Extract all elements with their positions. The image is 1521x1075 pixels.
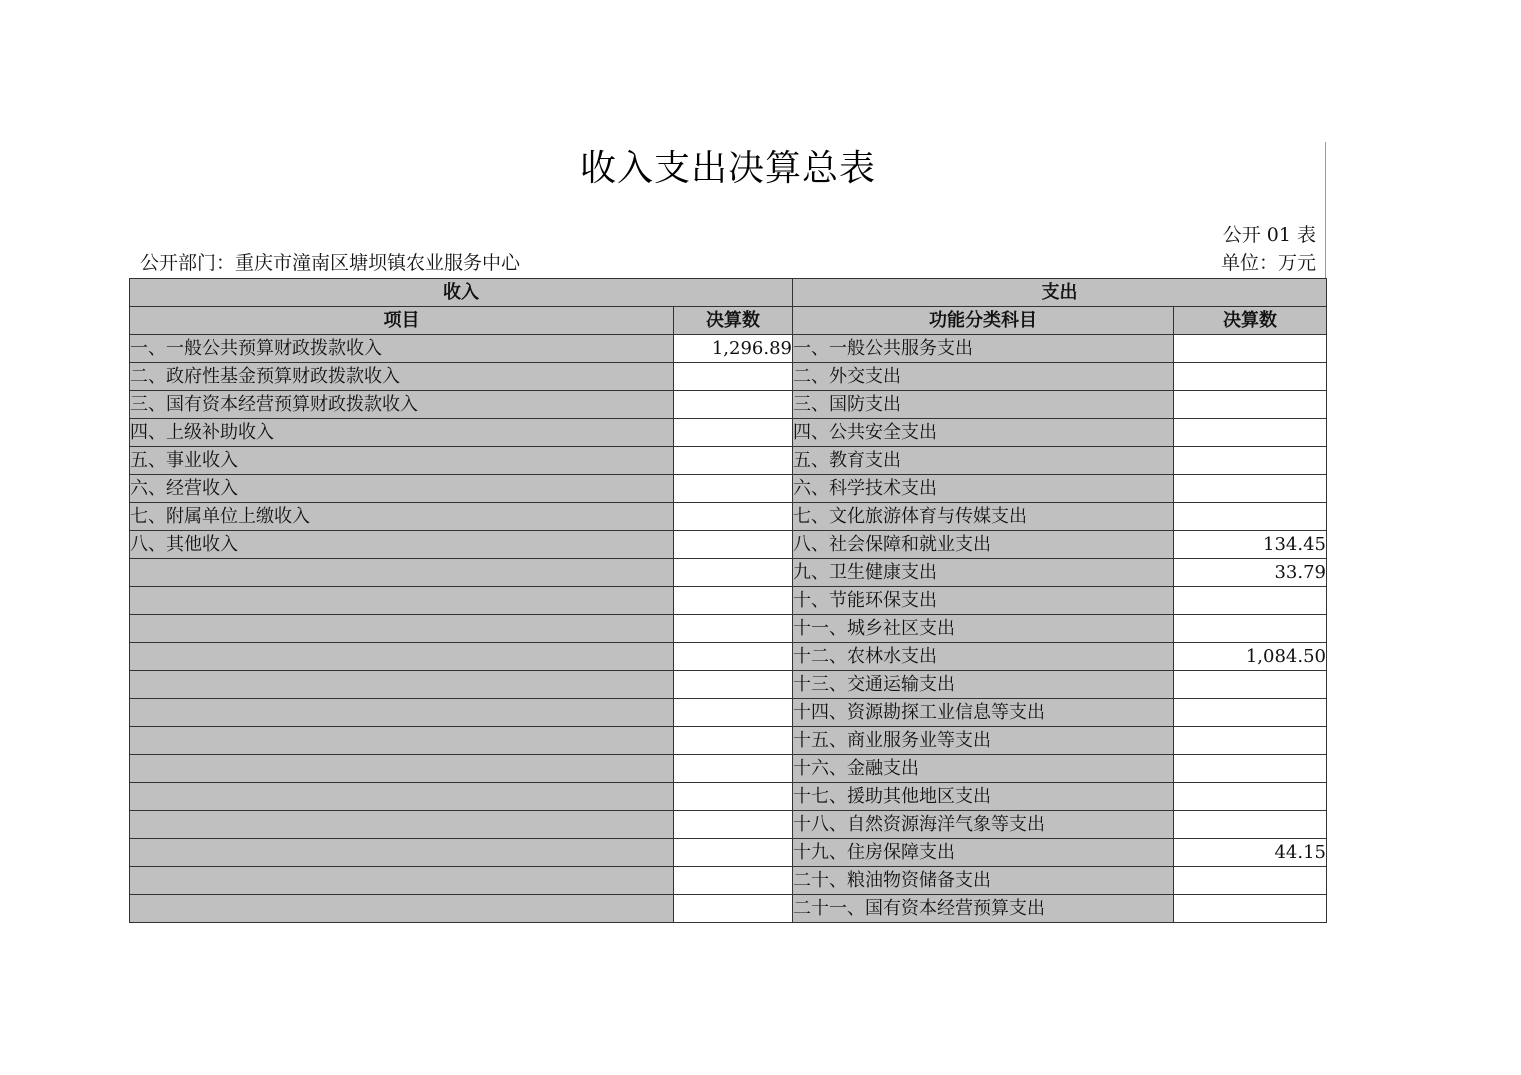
income-item-cell	[130, 895, 674, 923]
table-row	[130, 699, 1327, 727]
income-item-cell	[130, 839, 674, 867]
expense-amount-cell: 44.15	[1174, 839, 1327, 867]
income-amount-cell	[674, 671, 793, 699]
page-title: 收入支出决算总表	[579, 148, 876, 189]
table-body	[130, 335, 1327, 923]
expense-amount-cell: 134.45	[1174, 531, 1327, 559]
table-row	[130, 559, 1327, 587]
table-row	[130, 531, 1327, 559]
expense-amount-cell	[1174, 419, 1327, 447]
table-row	[130, 783, 1327, 811]
income-amount-cell	[674, 643, 793, 671]
income-item-cell: 八、其他收入	[130, 531, 674, 559]
expense-item-cell: 十、节能环保支出	[793, 587, 1174, 615]
expense-amount-cell	[1174, 755, 1327, 783]
income-amount-cell: 1,296.89	[674, 335, 793, 363]
income-item-cell: 二、政府性基金预算财政拨款收入	[130, 363, 674, 391]
income-item-cell	[130, 587, 674, 615]
income-item-cell: 五、事业收入	[130, 447, 674, 475]
income-amount-cell	[674, 363, 793, 391]
table-row	[130, 755, 1327, 783]
expense-item-cell: 十三、交通运输支出	[793, 671, 1174, 699]
table-row	[130, 643, 1327, 671]
expense-item-cell: 七、文化旅游体育与传媒支出	[793, 503, 1174, 531]
expense-item-cell: 十八、自然资源海洋气象等支出	[793, 811, 1174, 839]
income-amount-cell	[674, 419, 793, 447]
income-item-cell: 六、经营收入	[130, 475, 674, 503]
table-code: 公开 01 表	[1222, 224, 1316, 246]
income-amount-cell	[674, 811, 793, 839]
expense-amount-cell	[1174, 587, 1327, 615]
expense-item-cell: 四、公共安全支出	[793, 419, 1174, 447]
income-item-cell	[130, 755, 674, 783]
income-item-cell	[130, 867, 674, 895]
income-amount-cell	[674, 755, 793, 783]
expense-item-cell: 二、外交支出	[793, 363, 1174, 391]
expense-amount-cell	[1174, 783, 1327, 811]
expense-amount-cell	[1174, 503, 1327, 531]
income-amount-header: 决算数	[674, 307, 793, 335]
income-amount-cell	[674, 475, 793, 503]
expense-amount-cell	[1174, 615, 1327, 643]
income-amount-cell	[674, 839, 793, 867]
expense-amount-cell: 33.79	[1174, 559, 1327, 587]
table-row	[130, 447, 1327, 475]
table-row	[130, 391, 1327, 419]
expense-item-cell: 五、教育支出	[793, 447, 1174, 475]
expense-amount-cell	[1174, 895, 1327, 923]
income-amount-cell	[674, 559, 793, 587]
unit-label: 单位：万元	[1220, 252, 1316, 274]
expense-item-cell: 十一、城乡社区支出	[793, 615, 1174, 643]
income-amount-cell	[674, 783, 793, 811]
expense-item-cell: 九、卫生健康支出	[793, 559, 1174, 587]
expense-amount-cell	[1174, 447, 1327, 475]
expense-item-cell: 二十一、国有资本经营预算支出	[793, 895, 1174, 923]
table-row	[130, 839, 1327, 867]
income-item-cell	[130, 643, 674, 671]
expense-amount-cell	[1174, 811, 1327, 839]
expense-amount-cell	[1174, 363, 1327, 391]
expense-item-cell: 十九、住房保障支出	[793, 839, 1174, 867]
table-row	[130, 727, 1327, 755]
table-row	[130, 335, 1327, 363]
income-amount-cell	[674, 503, 793, 531]
income-item-cell: 七、附属单位上缴收入	[130, 503, 674, 531]
section-header-row	[130, 279, 1327, 307]
expense-item-cell: 八、社会保障和就业支出	[793, 531, 1174, 559]
table-row	[130, 867, 1327, 895]
income-amount-cell	[674, 587, 793, 615]
expense-section-header: 支出	[793, 279, 1327, 307]
expense-amount-cell	[1174, 699, 1327, 727]
income-amount-cell	[674, 895, 793, 923]
income-amount-cell	[674, 727, 793, 755]
income-amount-cell	[674, 531, 793, 559]
expense-amount-header: 决算数	[1174, 307, 1327, 335]
expense-item-cell: 十六、金融支出	[793, 755, 1174, 783]
expense-item-cell: 二十、粮油物资储备支出	[793, 867, 1174, 895]
expense-item-cell: 十二、农林水支出	[793, 643, 1174, 671]
expense-item-cell: 一、一般公共服务支出	[793, 335, 1174, 363]
expense-amount-cell	[1174, 671, 1327, 699]
expense-amount-cell	[1174, 475, 1327, 503]
income-section-header: 收入	[130, 279, 793, 307]
expense-amount-cell: 1,084.50	[1174, 643, 1327, 671]
table-row	[130, 895, 1327, 923]
department-label: 公开部门：重庆市潼南区塘坝镇农业服务中心	[140, 252, 521, 274]
expense-amount-cell	[1174, 335, 1327, 363]
expense-item-cell: 十四、资源勘探工业信息等支出	[793, 699, 1174, 727]
income-item-cell	[130, 783, 674, 811]
table-row	[130, 363, 1327, 391]
table-row	[130, 475, 1327, 503]
income-item-cell: 一、一般公共预算财政拨款收入	[130, 335, 674, 363]
income-amount-cell	[674, 447, 793, 475]
income-item-cell	[130, 811, 674, 839]
expense-amount-cell	[1174, 391, 1327, 419]
table-row	[130, 503, 1327, 531]
income-item-cell	[130, 671, 674, 699]
income-item-cell: 三、国有资本经营预算财政拨款收入	[130, 391, 674, 419]
income-item-cell	[130, 615, 674, 643]
income-item-cell	[130, 727, 674, 755]
income-expense-table	[129, 278, 1327, 923]
income-item-cell	[130, 699, 674, 727]
income-amount-cell	[674, 867, 793, 895]
income-amount-cell	[674, 615, 793, 643]
income-item-cell: 四、上级补助收入	[130, 419, 674, 447]
table-row	[130, 615, 1327, 643]
expense-item-cell: 十五、商业服务业等支出	[793, 727, 1174, 755]
expense-amount-cell	[1174, 867, 1327, 895]
expense-amount-cell	[1174, 727, 1327, 755]
table-row	[130, 419, 1327, 447]
income-item-cell	[130, 559, 674, 587]
expense-item-cell: 三、国防支出	[793, 391, 1174, 419]
expense-item-header: 功能分类科目	[793, 307, 1174, 335]
table-row	[130, 587, 1327, 615]
income-item-header: 项目	[130, 307, 674, 335]
column-header-row	[130, 307, 1327, 335]
table-row	[130, 671, 1327, 699]
expense-item-cell: 十七、援助其他地区支出	[793, 783, 1174, 811]
income-amount-cell	[674, 699, 793, 727]
expense-item-cell: 六、科学技术支出	[793, 475, 1174, 503]
income-amount-cell	[674, 391, 793, 419]
table-row	[130, 811, 1327, 839]
